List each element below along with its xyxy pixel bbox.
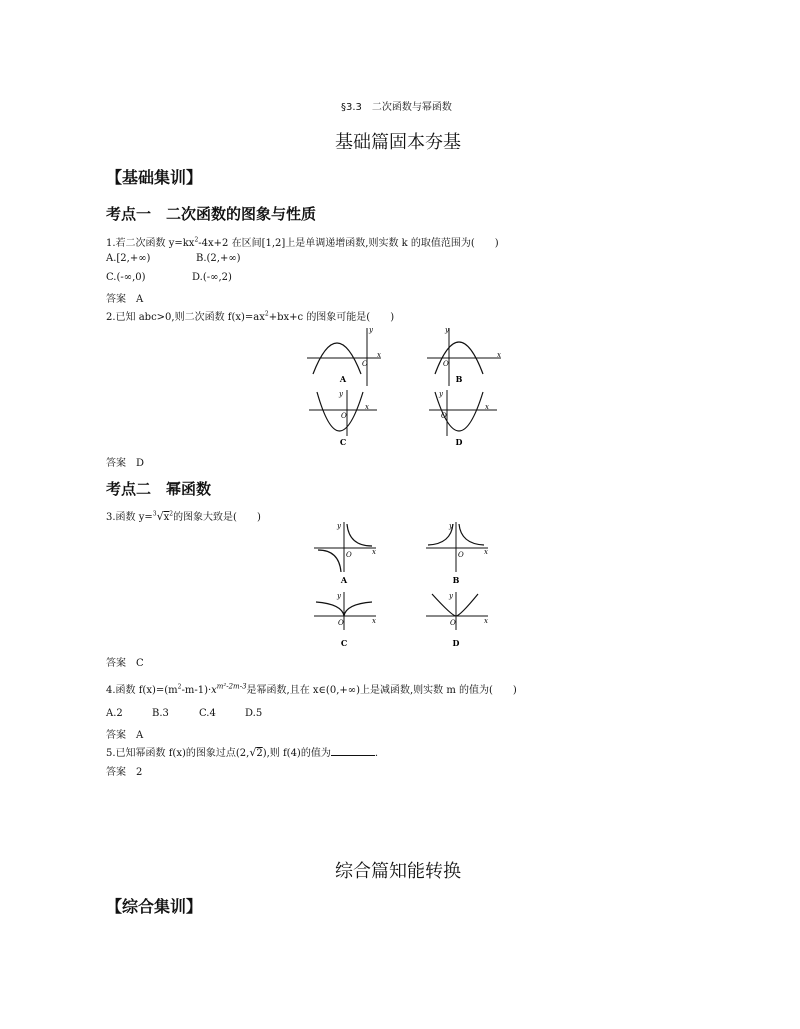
q1-stem: 1.若二次函数 $y=kx^2-4x+2$ 在区间[1,2]上是单调递增函数,则实数 k 的取值范围为( ) — [106, 236, 499, 249]
part1-train-heading: 【基础集训】 — [106, 168, 203, 187]
svg-text:O: O — [362, 360, 368, 368]
q3-graph-a-label — [310, 571, 382, 587]
svg-text:x: x — [485, 403, 489, 411]
svg-text:y: y — [439, 390, 443, 398]
q4-option-d: D.5 — [245, 708, 263, 719]
q2-answer: 答案 D — [106, 458, 145, 469]
svg-text:y: y — [337, 522, 341, 530]
point2-title: 考点二 幂函数 — [106, 480, 212, 498]
section-title: §3.3 二次函数与幂函数 — [341, 102, 452, 113]
q1-option-b: B.(2,+∞) — [196, 253, 241, 264]
q5-answer: 答案 2 — [106, 767, 143, 778]
point1-title: 考点一 二次函数的图象与性质 — [106, 205, 317, 223]
q2-graph-d — [425, 388, 505, 438]
q3-graph-d — [422, 590, 494, 632]
q1-option-d: D.(-∞,2) — [192, 272, 232, 283]
svg-text:O: O — [450, 619, 456, 627]
q5-answer-blank — [331, 746, 375, 756]
q3-graph-b-label — [422, 571, 494, 587]
part1-title: 基础篇固本夯基 — [335, 132, 461, 153]
svg-text:x: x — [484, 548, 488, 556]
svg-text:B: B — [452, 575, 460, 585]
svg-text:x: x — [365, 403, 369, 411]
q2-graph-b-label — [425, 370, 505, 386]
q4-stem: 4.函数 $f(x)=(m^2-m-1)\cdot x^{m^2-2m-3}$是幂函数,且在 x∈(0,+∞)上是减函数,则实数 m 的值为( ) — [106, 682, 517, 696]
q4-option-a: A.2 — [106, 708, 123, 719]
svg-text:x: x — [377, 351, 381, 359]
q3-answer: 答案 C — [106, 658, 144, 669]
svg-text:C: C — [339, 437, 347, 447]
q1-option-c: C.(-∞,0) — [106, 272, 146, 283]
q1-answer: 答案 A — [106, 294, 144, 305]
svg-text:O: O — [458, 551, 464, 559]
q3-graph-a — [310, 520, 382, 574]
svg-text:y: y — [449, 592, 453, 600]
svg-text:C: C — [340, 638, 348, 648]
svg-text:y: y — [445, 326, 449, 334]
svg-text:O: O — [341, 412, 347, 420]
part2-title: 综合篇知能转换 — [335, 861, 461, 882]
svg-text:x: x — [484, 617, 488, 625]
q4-option-b: B.3 — [152, 708, 169, 719]
svg-text:x: x — [372, 617, 376, 625]
q2-graph-a-label — [305, 370, 385, 386]
svg-text:A: A — [339, 374, 347, 384]
q5-stem: 5.已知幂函数 f(x)的图象过点(2,√2),则 f(4)的值为 . — [106, 746, 379, 759]
svg-text:A: A — [340, 575, 348, 585]
q3-graph-c — [310, 590, 382, 632]
svg-text:O: O — [338, 619, 344, 627]
q3-stem: 3.函数 $y=^3√x^2$的图象大致是( ) — [106, 510, 261, 523]
q2-stem: 2.已知 abc>0,则二次函数 $f(x)=ax^2+bx+c$ 的图象可能是( ) — [106, 310, 395, 323]
q4-answer: 答案 A — [106, 730, 144, 741]
svg-text:y: y — [369, 326, 373, 334]
part2-train-heading: 【综合集训】 — [106, 897, 203, 916]
svg-text:y: y — [449, 522, 453, 530]
q3-graph-c-label — [310, 634, 382, 650]
svg-text:y: y — [339, 390, 343, 398]
q2-graph-d-label — [425, 433, 505, 449]
q1-option-a: A.[2,+∞) — [106, 253, 151, 264]
q2-graph-c-label — [305, 433, 385, 449]
svg-text:x: x — [497, 351, 501, 359]
svg-text:D: D — [452, 638, 460, 648]
q3-graph-b — [422, 520, 494, 574]
svg-text:O: O — [346, 551, 352, 559]
q2-graph-c — [305, 388, 385, 438]
q3-graph-d-label — [422, 634, 494, 650]
svg-text:O: O — [443, 360, 449, 368]
svg-text:D: D — [455, 437, 463, 447]
q4-option-c: C.4 — [199, 708, 216, 719]
svg-text:B: B — [455, 374, 463, 384]
svg-text:y: y — [337, 592, 341, 600]
svg-text:O: O — [441, 412, 447, 420]
svg-text:x: x — [372, 548, 376, 556]
